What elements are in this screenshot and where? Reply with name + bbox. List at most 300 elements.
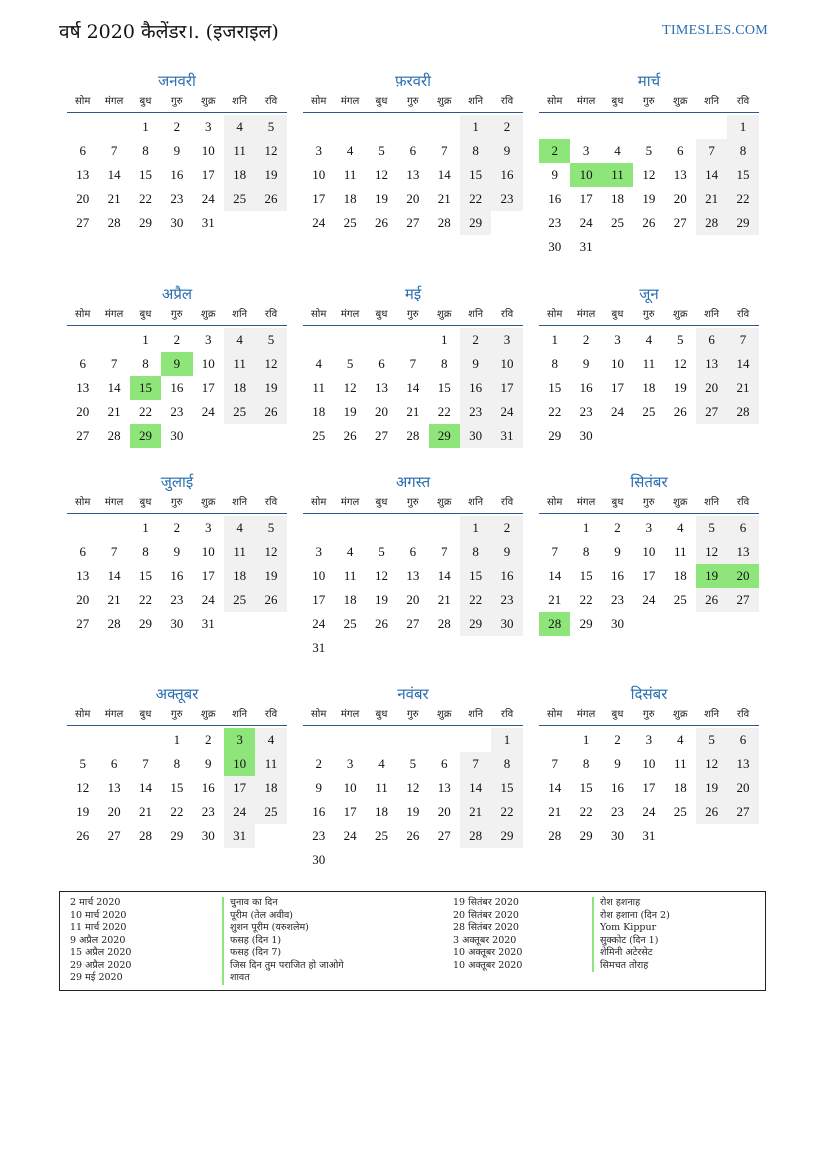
weekday-label: बुध (139, 497, 152, 508)
weekday-label: सोम (75, 96, 91, 107)
day-cell: 26 (374, 616, 388, 631)
day-cell: 27 (76, 215, 90, 230)
weekday-label: शुक्र (201, 709, 216, 720)
day-cell: 12 (374, 167, 388, 182)
day-cell: 30 (579, 428, 593, 443)
empty-cell (366, 728, 397, 752)
day-cell: 11 (312, 380, 325, 395)
empty-cell (98, 115, 129, 139)
day-cell: 6 (79, 544, 86, 559)
day-cell: 6 (441, 756, 448, 771)
day-cell: 30 (312, 852, 326, 867)
day-cell: 21 (460, 800, 491, 824)
day-cell: 26 (374, 215, 388, 230)
day-cell: 7 (110, 356, 118, 371)
day-cell: 1 (551, 332, 558, 347)
day-grid (303, 113, 523, 235)
empty-cell (633, 115, 664, 139)
day-cell: 1 (142, 520, 149, 535)
holiday-day-cell: 19 (696, 564, 727, 588)
day-cell: 1 (491, 728, 522, 752)
day-cell: 28 (107, 215, 121, 230)
day-cell: 26 (406, 828, 420, 843)
day-cell: 23 (170, 404, 184, 419)
day-cell: 18 (642, 380, 656, 395)
empty-cell (303, 728, 334, 752)
weekday-label: गुरु (643, 96, 655, 107)
day-cell: 25 (673, 804, 687, 819)
day-cell: 24 (201, 592, 215, 607)
empty-cell (67, 115, 98, 139)
weekday-header (303, 305, 523, 326)
weekday-label: गुरु (407, 309, 419, 320)
day-cell: 1 (142, 332, 149, 347)
day-grid (67, 514, 287, 636)
day-cell: 12 (76, 780, 90, 795)
day-cell: 26 (696, 588, 727, 612)
day-cell: 5 (346, 356, 354, 371)
day-cell: 30 (610, 616, 624, 631)
month-name: मई (404, 285, 422, 303)
weekday-label: शनि (704, 96, 720, 107)
weekday-label: बुध (139, 709, 152, 720)
day-cell: 3 (645, 732, 653, 747)
day-cell: 17 (201, 167, 215, 182)
day-cell: 8 (727, 139, 758, 163)
weekday-header (539, 705, 759, 726)
day-cell: 16 (312, 804, 326, 819)
events-right-names (592, 897, 670, 972)
site-link[interactable]: TIMESLES.COM (662, 23, 768, 38)
day-cell: 11 (343, 568, 357, 583)
day-cell: 6 (110, 756, 118, 771)
day-cell: 24 (201, 191, 215, 206)
day-cell: 7 (551, 756, 558, 771)
day-cell: 17 (312, 592, 326, 607)
month-name: नवंबर (397, 685, 429, 703)
day-cell: 7 (441, 143, 448, 158)
day-grid (539, 113, 759, 259)
weekday-label: बुध (139, 309, 152, 320)
day-cell: 20 (374, 404, 388, 419)
weekday-label: मंगल (104, 709, 124, 720)
weekday-label: गुरु (407, 497, 419, 508)
weekday-label: बुध (139, 96, 152, 107)
day-cell: 8 (460, 139, 491, 163)
day-cell: 27 (107, 828, 121, 843)
weekday-label: मंगल (576, 309, 596, 320)
day-cell: 3 (645, 520, 653, 535)
day-cell: 28 (437, 616, 451, 631)
day-cell: 13 (374, 380, 388, 395)
weekday-label: शुक्र (201, 309, 216, 320)
day-cell: 19 (374, 592, 388, 607)
event-name: रोश हशाना (दिन 2) (592, 910, 670, 923)
day-cell: 4 (614, 143, 621, 158)
month-name: मार्च (637, 72, 661, 90)
day-cell: 12 (642, 167, 656, 182)
weekday-label: रवि (264, 497, 278, 508)
event-date: 29 मई 2020 (70, 972, 123, 983)
weekday-label: शुक्र (437, 709, 452, 720)
day-cell: 5 (696, 728, 727, 752)
day-cell: 9 (582, 356, 590, 371)
day-cell: 16 (610, 568, 624, 583)
day-cell: 19 (343, 404, 357, 419)
day-cell: 15 (579, 568, 593, 583)
weekday-header (67, 305, 287, 326)
day-cell: 26 (343, 428, 357, 443)
day-cell: 27 (673, 215, 687, 230)
holiday-day-cell: 29 (429, 424, 460, 448)
day-cell: 21 (107, 191, 121, 206)
event-date: 28 सितंबर 2020 (453, 922, 519, 933)
weekday-label: बुध (611, 709, 624, 720)
weekday-label: सोम (547, 709, 563, 720)
empty-cell (334, 115, 365, 139)
day-cell: 13 (406, 167, 420, 182)
weekday-label: गुरु (171, 497, 183, 508)
day-cell: 12 (374, 568, 388, 583)
day-cell: 17 (201, 380, 215, 395)
month-block (303, 70, 523, 235)
day-cell: 5 (255, 115, 286, 139)
day-cell: 23 (312, 828, 326, 843)
weekday-label: शनि (468, 497, 484, 508)
weekday-label: सोम (311, 497, 327, 508)
day-cell: 24 (201, 404, 215, 419)
day-cell: 13 (76, 167, 90, 182)
day-cell: 23 (491, 187, 522, 211)
month-name: दिसंबर (630, 685, 668, 703)
day-cell: 31 (224, 824, 255, 848)
weekday-label: मंगल (104, 96, 124, 107)
empty-cell (303, 516, 334, 540)
weekday-header (539, 92, 759, 113)
day-cell: 7 (696, 139, 727, 163)
day-cell: 10 (312, 568, 326, 583)
weekday-label: रवि (736, 96, 750, 107)
day-cell: 21 (437, 191, 451, 206)
weekday-label: मंगल (576, 96, 596, 107)
day-cell: 28 (138, 828, 152, 843)
day-cell: 16 (579, 380, 593, 395)
day-grid (303, 514, 523, 660)
day-cell: 23 (610, 592, 624, 607)
day-cell: 18 (343, 191, 357, 206)
day-cell: 12 (255, 540, 286, 564)
day-cell: 13 (406, 568, 420, 583)
day-cell: 18 (343, 592, 357, 607)
month-block (67, 283, 287, 448)
weekday-label: गुरु (643, 709, 655, 720)
holiday-day-cell: 3 (224, 728, 255, 752)
day-cell: 24 (312, 215, 326, 230)
day-cell: 1 (441, 332, 448, 347)
event-name: रोश हशनाह (592, 897, 670, 910)
day-cell: 20 (406, 592, 420, 607)
day-cell: 21 (138, 804, 152, 819)
day-cell: 25 (343, 215, 357, 230)
day-cell: 14 (727, 352, 758, 376)
day-cell: 15 (491, 776, 522, 800)
weekday-label: रवि (500, 497, 514, 508)
empty-cell (67, 328, 98, 352)
day-cell: 13 (107, 780, 121, 795)
day-cell: 6 (727, 516, 758, 540)
holiday-day-cell: 11 (602, 163, 633, 187)
day-cell: 13 (437, 780, 451, 795)
day-cell: 21 (548, 592, 562, 607)
empty-cell (460, 728, 491, 752)
day-cell: 19 (406, 804, 420, 819)
day-cell: 17 (642, 780, 656, 795)
day-cell: 29 (170, 828, 184, 843)
weekday-label: शुक्र (673, 497, 688, 508)
day-cell: 23 (491, 588, 522, 612)
weekday-label: शुक्र (437, 96, 452, 107)
day-cell: 15 (460, 163, 491, 187)
day-cell: 13 (727, 540, 758, 564)
month-block (539, 70, 759, 259)
day-cell: 15 (579, 780, 593, 795)
day-cell: 31 (312, 640, 326, 655)
event-date: 10 मार्च 2020 (70, 909, 127, 921)
event-name: चुनाव का दिन (222, 897, 344, 910)
day-cell: 4 (224, 115, 255, 139)
day-cell: 20 (696, 376, 727, 400)
empty-cell (303, 115, 334, 139)
weekday-header (67, 92, 287, 113)
day-cell: 2 (173, 119, 181, 134)
day-cell: 21 (406, 404, 420, 419)
events-left-dates (70, 897, 131, 985)
day-cell: 8 (142, 544, 149, 559)
weekday-label: मंगल (576, 497, 596, 508)
weekday-label: रवि (264, 96, 278, 107)
day-cell: 24 (491, 400, 522, 424)
day-cell: 3 (205, 332, 212, 347)
day-cell: 28 (696, 211, 727, 235)
day-cell: 18 (224, 376, 255, 400)
day-cell: 6 (79, 143, 86, 158)
day-cell: 31 (201, 215, 215, 230)
weekday-label: गुरु (643, 497, 655, 508)
day-cell: 9 (173, 143, 181, 158)
day-cell: 13 (727, 752, 758, 776)
day-cell: 27 (76, 428, 90, 443)
day-cell: 12 (343, 380, 357, 395)
empty-cell (366, 516, 397, 540)
day-cell: 30 (170, 428, 184, 443)
weekday-label: बुध (375, 96, 388, 107)
day-cell: 7 (460, 752, 491, 776)
day-cell: 14 (107, 167, 121, 182)
day-cell: 5 (696, 516, 727, 540)
weekday-header (539, 305, 759, 326)
day-cell: 12 (406, 780, 420, 795)
day-grid (539, 326, 759, 448)
day-cell: 5 (255, 516, 286, 540)
day-cell: 25 (224, 400, 255, 424)
day-cell: 2 (173, 520, 181, 535)
weekday-label: रवि (736, 709, 750, 720)
day-cell: 27 (374, 428, 388, 443)
day-cell: 4 (677, 520, 684, 535)
day-cell: 27 (76, 616, 90, 631)
day-grid (539, 726, 759, 848)
day-cell: 3 (315, 143, 322, 158)
day-cell: 16 (548, 191, 562, 206)
day-cell: 29 (579, 828, 593, 843)
weekday-header (67, 493, 287, 514)
month-name: जून (639, 285, 659, 303)
event-name: शावत (222, 972, 344, 985)
day-cell: 11 (224, 139, 255, 163)
day-cell: 3 (315, 544, 322, 559)
event-name: पूरीम (तेल अवीव) (222, 910, 344, 923)
day-cell: 24 (224, 800, 255, 824)
holiday-day-cell: 10 (570, 163, 601, 187)
day-cell: 26 (255, 187, 286, 211)
day-cell: 30 (610, 828, 624, 843)
day-cell: 7 (110, 143, 118, 158)
day-cell: 30 (548, 239, 562, 254)
day-cell: 12 (255, 352, 286, 376)
weekday-label: सोम (311, 709, 327, 720)
day-cell: 7 (441, 544, 448, 559)
day-cell: 9 (205, 756, 212, 771)
weekday-label: रवि (500, 96, 514, 107)
month-block (303, 471, 523, 660)
holiday-day-cell: 10 (224, 752, 255, 776)
day-cell: 6 (409, 143, 417, 158)
weekday-label: गुरु (643, 309, 655, 320)
day-cell: 19 (255, 376, 286, 400)
weekday-label: सोम (75, 309, 91, 320)
day-cell: 3 (205, 520, 212, 535)
weekday-label: मंगल (104, 309, 124, 320)
day-cell: 23 (579, 404, 593, 419)
day-cell: 31 (491, 424, 522, 448)
day-cell: 25 (610, 215, 624, 230)
day-cell: 27 (406, 616, 420, 631)
weekday-label: रवि (264, 709, 278, 720)
day-cell: 11 (673, 544, 687, 559)
day-cell: 8 (460, 540, 491, 564)
day-cell: 8 (441, 356, 448, 371)
day-cell: 16 (610, 780, 624, 795)
day-cell: 2 (173, 332, 181, 347)
day-cell: 14 (107, 380, 121, 395)
day-cell: 4 (677, 732, 684, 747)
day-cell: 29 (138, 215, 152, 230)
day-grid (67, 726, 287, 848)
weekday-label: बुध (375, 497, 388, 508)
day-cell: 9 (315, 780, 322, 795)
day-cell: 8 (582, 756, 590, 771)
month-name: अगस्त (395, 473, 431, 491)
day-cell: 1 (582, 520, 590, 535)
day-cell: 19 (255, 564, 286, 588)
day-cell: 11 (343, 167, 357, 182)
month-block (67, 70, 287, 235)
day-cell: 11 (224, 540, 255, 564)
day-cell: 15 (138, 167, 152, 182)
day-cell: 5 (79, 756, 86, 771)
day-cell: 10 (201, 544, 215, 559)
day-cell: 24 (579, 215, 593, 230)
month-block (67, 471, 287, 636)
day-cell: 26 (673, 404, 687, 419)
weekday-label: शुक्र (673, 96, 688, 107)
day-cell: 25 (642, 404, 656, 419)
day-cell: 17 (201, 568, 215, 583)
day-cell: 4 (224, 328, 255, 352)
day-cell: 26 (696, 800, 727, 824)
day-cell: 8 (582, 544, 590, 559)
day-cell: 5 (378, 544, 385, 559)
day-cell: 18 (312, 404, 326, 419)
day-cell: 21 (107, 592, 121, 607)
day-cell: 23 (170, 592, 184, 607)
weekday-label: शनि (704, 497, 720, 508)
day-cell: 23 (548, 215, 562, 230)
day-cell: 3 (491, 328, 522, 352)
month-name: अप्रैल (161, 285, 193, 303)
day-cell: 21 (548, 804, 562, 819)
day-cell: 27 (406, 215, 420, 230)
weekday-label: शुक्र (201, 96, 216, 107)
day-cell: 22 (460, 187, 491, 211)
day-cell: 30 (460, 424, 491, 448)
day-cell: 6 (677, 143, 684, 158)
empty-cell (334, 516, 365, 540)
event-name: जिस दिन तुम पराजित हो जाओगे (222, 960, 344, 973)
day-cell: 3 (582, 143, 590, 158)
day-cell: 27 (437, 828, 451, 843)
weekday-label: शुक्र (437, 497, 452, 508)
event-name: Yom Kippur (592, 922, 670, 935)
day-cell: 4 (255, 728, 286, 752)
weekday-label: सोम (547, 309, 563, 320)
weekday-label: मंगल (340, 309, 360, 320)
weekday-label: शनि (232, 309, 248, 320)
day-cell: 15 (548, 380, 562, 395)
day-cell: 1 (142, 119, 149, 134)
day-cell: 24 (642, 592, 656, 607)
day-cell: 10 (201, 356, 215, 371)
day-cell: 17 (642, 568, 656, 583)
empty-cell (397, 728, 428, 752)
day-cell: 1 (460, 115, 491, 139)
weekday-label: रवि (264, 309, 278, 320)
holiday-day-cell: 28 (539, 612, 570, 636)
day-cell: 10 (642, 544, 656, 559)
day-cell: 7 (727, 328, 758, 352)
holiday-day-cell: 15 (130, 376, 161, 400)
event-date: 15 अप्रैल 2020 (70, 947, 132, 958)
empty-cell (570, 115, 601, 139)
day-cell: 8 (142, 143, 149, 158)
weekday-label: सोम (75, 709, 91, 720)
day-cell: 22 (138, 191, 152, 206)
day-cell: 26 (642, 215, 656, 230)
holiday-day-cell: 2 (539, 139, 570, 163)
day-cell: 16 (170, 167, 184, 182)
day-cell: 9 (614, 756, 621, 771)
holiday-day-cell: 9 (161, 352, 192, 376)
